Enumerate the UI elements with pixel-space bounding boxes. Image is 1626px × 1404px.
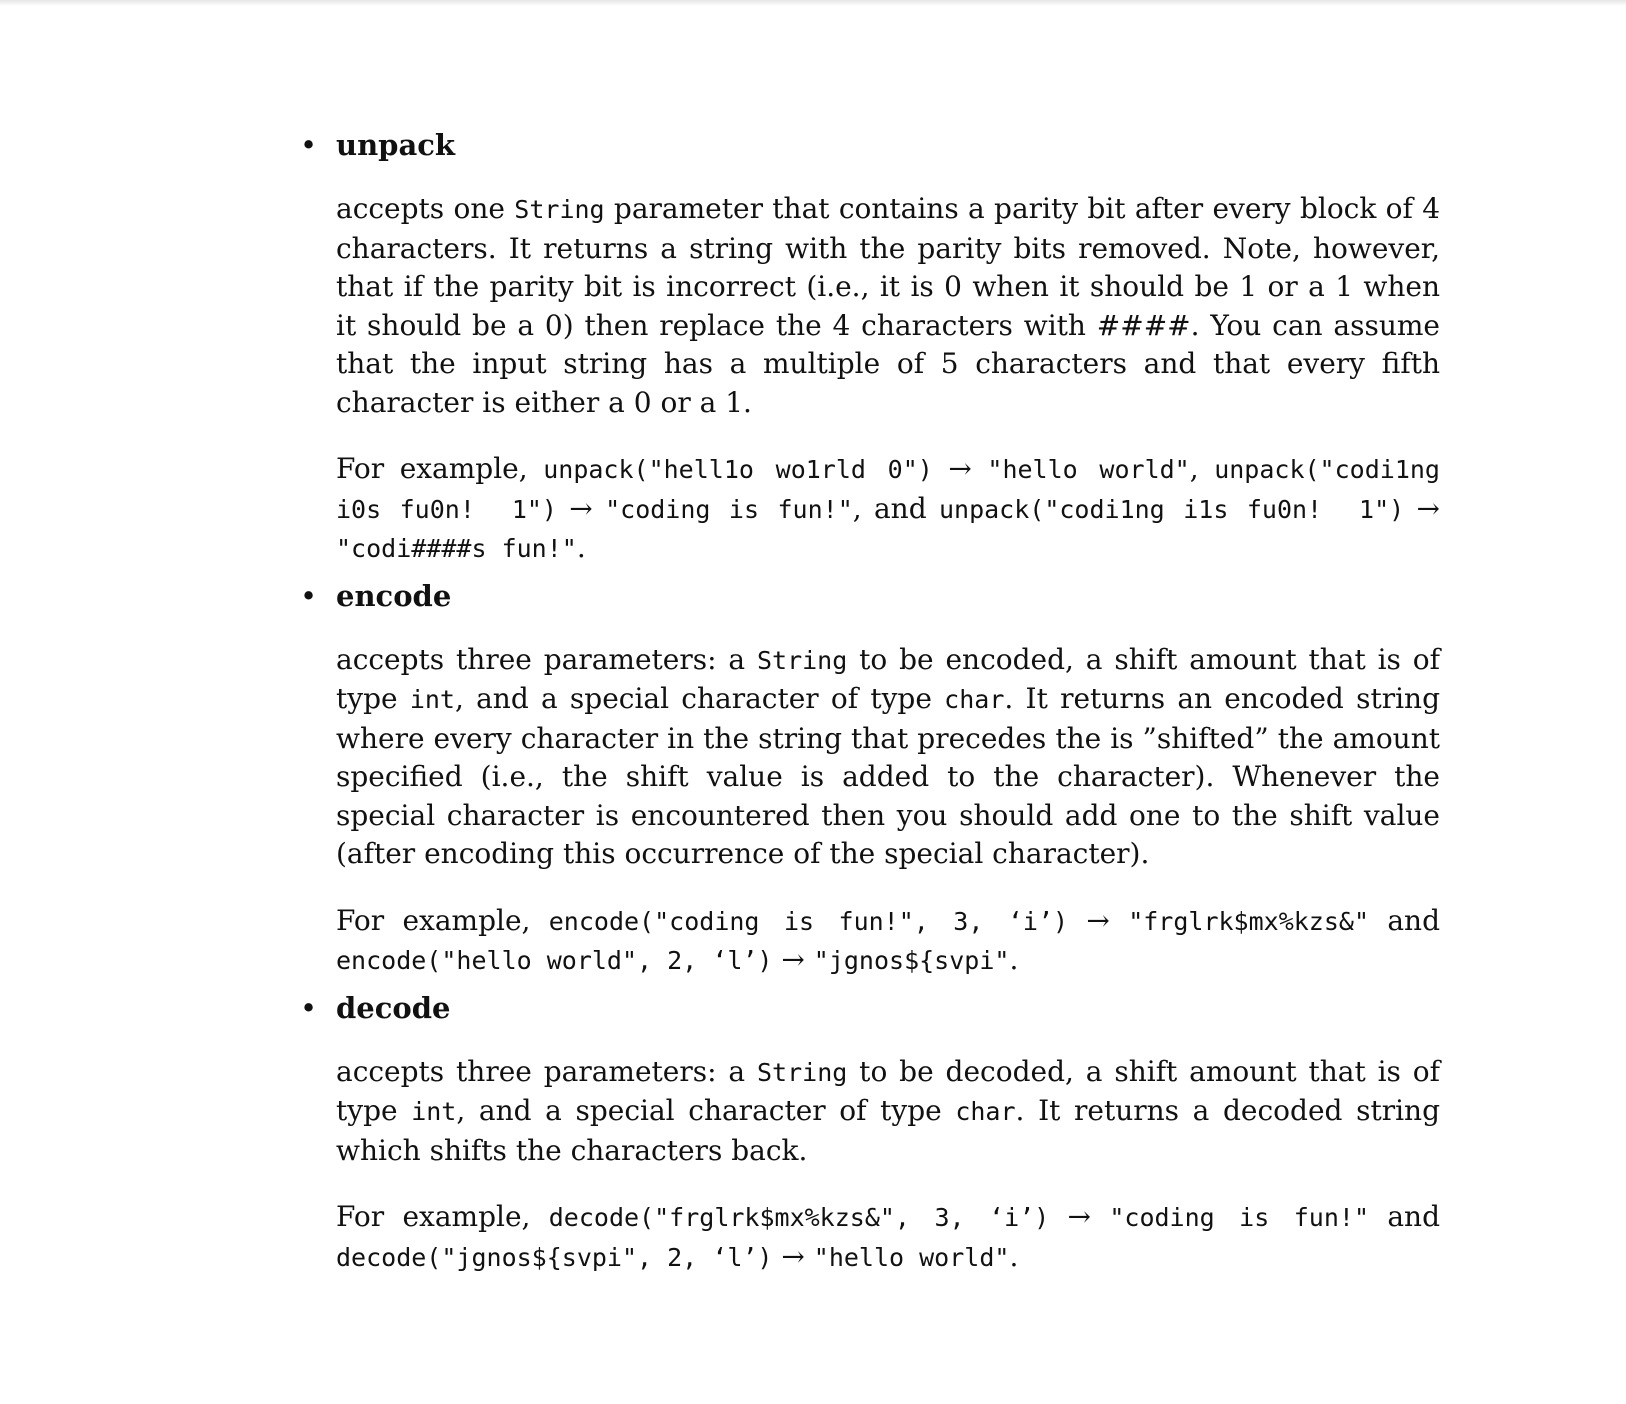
prose-text: , and [852, 491, 939, 525]
code-snippet: decode("jgnos${svpi", 2, ‘l’) [336, 1242, 773, 1272]
code-snippet: "codi####s fun!" [336, 534, 577, 563]
prose-text: → [772, 943, 814, 976]
prose-text: and [1369, 903, 1440, 937]
method-example [336, 450, 1456, 569]
code-snippet: "coding is fun!" [1109, 1203, 1370, 1232]
code-snippet: "frglrk$mx%kzs&" [1128, 906, 1370, 936]
prose-text: → [932, 452, 988, 485]
code-snippet: unpack("codi1ng i1s fu0n! 1") [938, 494, 1405, 524]
code-snippet: unpack("codi1ng i0s fu0n! 1") [336, 455, 1456, 524]
prose-text: . [1009, 943, 1019, 976]
prose-text: → [772, 1239, 814, 1273]
prose-text: parameter that contains a parity bit after every block of 4 characters. It returns a string with the parity bits removed. Note, however, that if the parity bit is incorrect (i.e., it is 0 when it should be 1 or a 1 when it should be a 0) then replace the 4 characters with ####. You can assume that the input string has a multiple of 5 characters and that every fifth character is either a 0 or a 1. [336, 192, 1441, 419]
prose-text: → [1049, 1200, 1110, 1233]
code-snippet: decode("frglrk$mx%kzs&", 3, ‘i’) [548, 1203, 1050, 1232]
code-snippet: int [409, 685, 455, 714]
code-snippet: encode("hello world", 2, ‘l’) [336, 946, 773, 975]
bullet-icon: • [300, 128, 318, 162]
method-example [336, 902, 1440, 981]
prose-text: , and a special character of type [454, 682, 945, 715]
prose-text: → [556, 491, 606, 525]
code-snippet: encode("coding is fun!", 3, ‘i’) [548, 906, 1069, 936]
code-snippet: "coding is fun!" [605, 494, 853, 524]
prose-text: For example, [336, 452, 544, 485]
code-snippet: "hello world" [813, 1242, 1010, 1272]
code-snippet: unpack("hell1o wo1rld 0") [543, 455, 933, 484]
prose-text: accepts three parameters: a [336, 642, 757, 676]
code-snippet: char [944, 685, 1005, 714]
item-heading [300, 991, 1440, 1025]
item-decode [300, 991, 1440, 1278]
prose-text: , and a special character of type [456, 1094, 956, 1127]
prose-text: , [1189, 452, 1215, 485]
prose-text: to be decoded, a shift amount that is of type [336, 1054, 1440, 1127]
code-snippet: String [757, 1057, 848, 1087]
method-name: decode [336, 990, 451, 1025]
code-snippet: int [411, 1097, 457, 1126]
prose-text: . It returns an encoded string where every character in the string that precedes the is ”shifted” the amount specified (i.e., the shift value is added to the character). Whenever the special character is encountered then you should add one to the shift value (after encoding this occurrence of the special character). [336, 682, 1441, 870]
item-heading [300, 128, 1440, 162]
document-body [300, 128, 1456, 1287]
top-shadow [0, 0, 1626, 6]
method-name: encode [336, 578, 452, 613]
bullet-icon: • [300, 990, 318, 1025]
code-snippet: char [955, 1097, 1016, 1126]
item-encode [300, 579, 1440, 981]
prose-text: accepts three parameters: a [336, 1054, 757, 1088]
prose-text: For example, [336, 903, 549, 937]
prose-text: . It returns a decoded string which shifts the characters back. [336, 1094, 1440, 1167]
prose-text: → [1404, 491, 1440, 525]
method-description [336, 641, 1440, 874]
prose-text: accepts one [336, 192, 515, 225]
prose-text: and [1369, 1200, 1440, 1233]
code-snippet: "hello world" [987, 455, 1190, 484]
prose-text: to be encoded, a shift amount that is of type [336, 642, 1440, 715]
prose-text: → [1068, 903, 1129, 937]
bullet-icon: • [300, 578, 318, 613]
method-name: unpack [336, 128, 455, 162]
prose-text: . [1009, 1239, 1019, 1273]
method-description [336, 1053, 1440, 1171]
code-snippet: String [514, 195, 605, 224]
method-description [336, 190, 1440, 422]
prose-text: . [576, 531, 586, 564]
prose-text: For example, [336, 1200, 549, 1233]
code-snippet: String [756, 645, 848, 675]
code-snippet: "jgnos${svpi" [813, 946, 1010, 975]
item-unpack [300, 128, 1456, 569]
item-heading [300, 579, 1440, 613]
method-example [336, 1198, 1440, 1277]
